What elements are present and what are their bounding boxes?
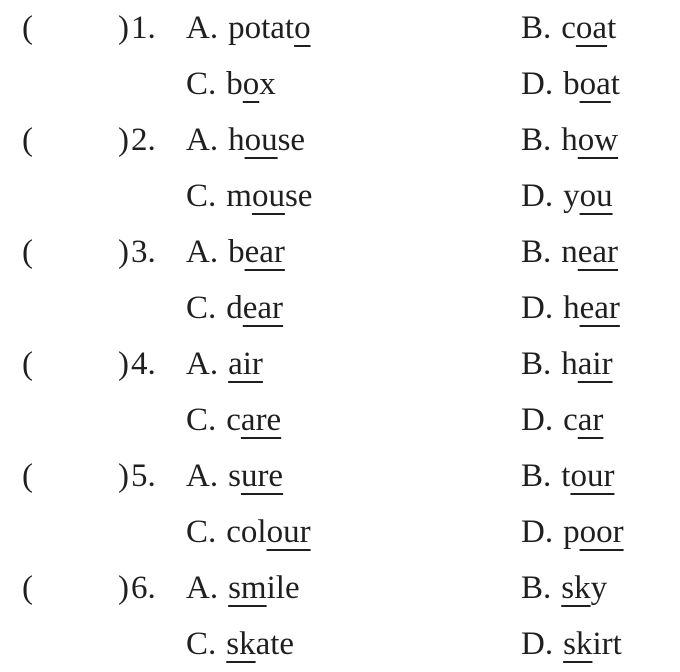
question-line-2	[0, 56, 680, 112]
option-word	[563, 392, 603, 448]
option-word	[228, 0, 310, 56]
option-letter: D.	[521, 290, 554, 326]
option-word	[228, 448, 283, 504]
word-segment: col	[226, 514, 267, 550]
underlined-letters: our	[266, 514, 311, 550]
question-line-1	[0, 336, 680, 392]
option-c	[186, 56, 276, 112]
answer-bracket-close: )	[118, 10, 129, 46]
underlined-letters: our	[570, 458, 615, 494]
underlined-letters: oa	[579, 66, 611, 102]
underlined-letters: ou	[244, 122, 278, 158]
underlined-letters: oa	[575, 10, 608, 46]
question-line-1	[0, 448, 680, 504]
option-word	[561, 448, 614, 504]
underlined-letters: ear	[244, 234, 285, 270]
word-segment: c	[226, 402, 241, 438]
option-word	[226, 280, 283, 336]
option-c	[186, 616, 294, 672]
option-letter: B.	[521, 234, 552, 270]
word-segment: p	[563, 514, 580, 550]
answer-bracket-close: )	[118, 458, 129, 494]
question-6	[0, 560, 680, 672]
option-a	[186, 112, 305, 168]
question-1	[0, 0, 680, 112]
question-line-2	[0, 168, 680, 224]
underlined-letters: ou	[579, 178, 613, 214]
word-segment: se	[284, 178, 313, 214]
question-line-2	[0, 392, 680, 448]
answer-bracket-open[interactable]: (	[22, 458, 33, 494]
underlined-letters: sk	[563, 626, 593, 662]
answer-bracket-open[interactable]: (	[22, 234, 33, 270]
question-line-1	[0, 560, 680, 616]
option-letter: C.	[186, 178, 217, 214]
question-number: 6.	[131, 570, 156, 606]
underlined-letters: are	[240, 402, 282, 438]
question-number: 1.	[131, 10, 156, 46]
word-segment: b	[226, 66, 243, 102]
option-word	[561, 0, 616, 56]
option-letter: A.	[186, 234, 219, 270]
answer-bracket-close: )	[118, 346, 129, 382]
option-letter: C.	[186, 66, 217, 102]
answer-bracket-close: )	[118, 570, 129, 606]
underlined-letters: oor	[579, 514, 624, 550]
option-d	[521, 616, 622, 672]
option-letter: D.	[521, 66, 554, 102]
word-segment: h	[228, 122, 245, 158]
option-letter: B.	[521, 458, 552, 494]
option-letter: B.	[521, 10, 552, 46]
word-segment: h	[563, 290, 580, 326]
word-segment: t	[610, 66, 620, 102]
option-b	[521, 0, 616, 56]
underlined-letters: ear	[242, 290, 284, 326]
option-letter: B.	[521, 570, 552, 606]
option-word	[563, 56, 620, 112]
word-segment: irt	[592, 626, 622, 662]
word-segment: d	[226, 290, 243, 326]
option-c	[186, 280, 283, 336]
underlined-letters: sk	[561, 570, 591, 606]
word-segment: h	[561, 346, 578, 382]
word-segment: m	[226, 178, 252, 214]
word-segment: potat	[228, 10, 295, 46]
underlined-letters: ure	[240, 458, 284, 494]
option-letter: C.	[186, 290, 217, 326]
option-word	[228, 112, 305, 168]
answer-bracket-open[interactable]: (	[22, 346, 33, 382]
option-letter: D.	[521, 626, 554, 662]
option-d	[521, 280, 620, 336]
option-letter: A.	[186, 570, 219, 606]
option-letter: C.	[186, 514, 217, 550]
option-word	[563, 616, 622, 672]
underlined-letters: air	[577, 346, 613, 382]
option-d	[521, 504, 624, 560]
word-segment: x	[259, 66, 276, 102]
word-segment: y	[590, 570, 608, 606]
question-line-1	[0, 112, 680, 168]
answer-bracket-close: )	[118, 122, 129, 158]
answer-bracket-open[interactable]: (	[22, 570, 33, 606]
option-d	[521, 56, 620, 112]
word-segment: b	[563, 66, 580, 102]
word-segment: se	[277, 122, 306, 158]
question-line-2	[0, 280, 680, 336]
option-a	[186, 0, 311, 56]
option-word	[226, 392, 281, 448]
option-word	[226, 504, 310, 560]
word-segment: b	[228, 234, 245, 270]
word-segment: t	[561, 458, 571, 494]
word-segment: ile	[266, 570, 300, 606]
option-letter: B.	[521, 122, 552, 158]
underlined-letters: ow	[577, 122, 619, 158]
underlined-letters: ou	[251, 178, 285, 214]
option-word	[228, 224, 285, 280]
option-letter: D.	[521, 402, 554, 438]
word-segment: ate	[255, 626, 295, 662]
option-b	[521, 336, 613, 392]
word-segment: n	[561, 234, 578, 270]
option-word	[561, 112, 618, 168]
option-word	[226, 168, 312, 224]
option-d	[521, 168, 613, 224]
underlined-letters: o	[294, 10, 311, 46]
option-word	[561, 336, 612, 392]
question-number: 2.	[131, 122, 156, 158]
option-a	[186, 336, 263, 392]
option-letter: D.	[521, 514, 554, 550]
question-number: 4.	[131, 346, 156, 382]
question-number: 5.	[131, 458, 156, 494]
option-c	[186, 392, 281, 448]
option-letter: A.	[186, 458, 219, 494]
word-segment: c	[561, 10, 576, 46]
question-line-1	[0, 224, 680, 280]
answer-bracket-close: )	[118, 234, 129, 270]
option-a	[186, 448, 283, 504]
option-word	[228, 336, 263, 392]
question-3	[0, 224, 680, 336]
question-number: 3.	[131, 234, 156, 270]
option-d	[521, 392, 603, 448]
underlined-letters: air	[228, 346, 263, 382]
word-segment: c	[563, 402, 578, 438]
option-a	[186, 224, 285, 280]
option-word	[563, 280, 620, 336]
answer-bracket-open[interactable]: (	[22, 10, 33, 46]
option-letter: B.	[521, 346, 552, 382]
underlined-letters: sm	[228, 570, 267, 606]
underlined-letters: ar	[577, 402, 604, 438]
option-word	[561, 224, 618, 280]
option-c	[186, 168, 312, 224]
option-letter: A.	[186, 346, 219, 382]
option-letter: D.	[521, 178, 554, 214]
question-5	[0, 448, 680, 560]
underlined-letters: ear	[579, 290, 620, 326]
word-segment: h	[561, 122, 578, 158]
option-letter: A.	[186, 10, 219, 46]
underlined-letters: sk	[226, 626, 256, 662]
option-word	[563, 504, 624, 560]
option-b	[521, 112, 618, 168]
question-line-1	[0, 0, 680, 56]
question-line-2	[0, 504, 680, 560]
word-segment: y	[563, 178, 580, 214]
option-word	[228, 560, 300, 616]
option-word	[561, 560, 607, 616]
option-letter: C.	[186, 402, 217, 438]
answer-bracket-open[interactable]: (	[22, 122, 33, 158]
option-word	[226, 56, 276, 112]
option-word	[226, 616, 294, 672]
option-b	[521, 224, 618, 280]
option-word	[563, 168, 613, 224]
question-2	[0, 112, 680, 224]
underlined-letters: o	[242, 66, 260, 102]
word-segment: s	[228, 458, 241, 494]
option-letter: A.	[186, 122, 219, 158]
option-b	[521, 560, 607, 616]
question-line-2	[0, 616, 680, 672]
option-c	[186, 504, 311, 560]
question-4	[0, 336, 680, 448]
option-a	[186, 560, 300, 616]
option-b	[521, 448, 614, 504]
word-segment: t	[607, 10, 617, 46]
underlined-letters: ear	[577, 234, 619, 270]
option-letter: C.	[186, 626, 217, 662]
